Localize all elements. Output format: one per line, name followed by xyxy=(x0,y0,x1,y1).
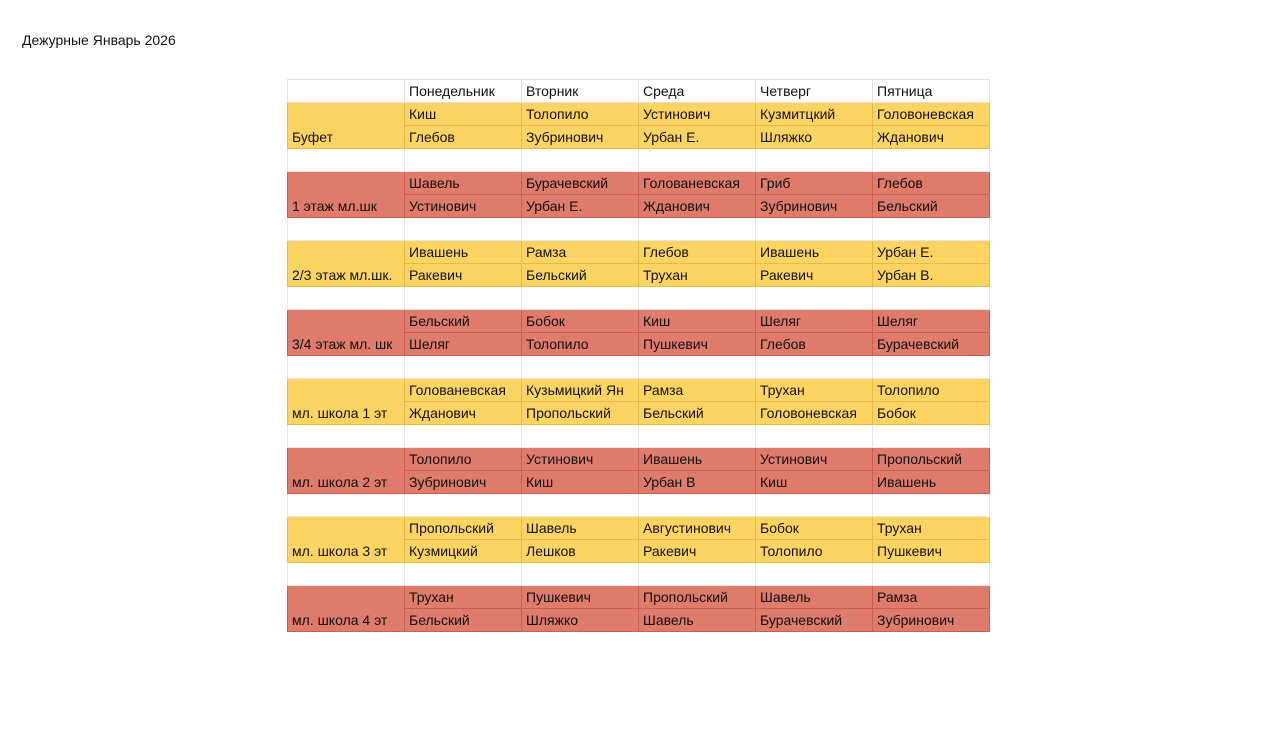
duty-name-cell[interactable]: Бурачевский xyxy=(873,333,990,356)
duty-name-cell[interactable]: Ивашень xyxy=(756,241,873,264)
duty-name-cell[interactable]: Лешков xyxy=(522,540,639,563)
duty-name-cell[interactable]: Ракевич xyxy=(756,264,873,287)
empty-cell[interactable] xyxy=(405,218,522,241)
spacer-row xyxy=(288,425,990,448)
location-label-cell[interactable]: 2/3 этаж мл.шк. xyxy=(288,241,405,287)
duty-name-cell[interactable]: Бурачевский xyxy=(522,172,639,195)
duty-name-cell[interactable]: Бельский xyxy=(522,264,639,287)
duty-name-cell[interactable]: Устинович xyxy=(756,448,873,471)
duty-name-cell[interactable]: Бельский xyxy=(639,402,756,425)
document-title: Дежурные Январь 2026 xyxy=(22,32,176,48)
duty-name-cell[interactable]: Бобок xyxy=(873,402,990,425)
duty-name-cell[interactable]: Шеляг xyxy=(756,310,873,333)
spacer-row xyxy=(288,287,990,310)
duty-row xyxy=(288,310,990,333)
empty-cell[interactable] xyxy=(873,149,990,172)
duty-name-cell[interactable]: Шляжко xyxy=(522,609,639,632)
duty-table xyxy=(287,79,990,632)
duty-name-cell[interactable]: Глебов xyxy=(405,126,522,149)
empty-cell[interactable] xyxy=(405,356,522,379)
duty-name-cell[interactable]: Ивашень xyxy=(873,471,990,494)
empty-cell[interactable] xyxy=(639,149,756,172)
empty-cell[interactable] xyxy=(522,563,639,586)
empty-cell[interactable] xyxy=(522,287,639,310)
empty-cell[interactable] xyxy=(756,287,873,310)
empty-cell[interactable] xyxy=(522,494,639,517)
duty-name-cell[interactable]: Жданович xyxy=(405,402,522,425)
duty-name-cell[interactable]: Жданович xyxy=(873,126,990,149)
duty-name-cell[interactable]: Августинович xyxy=(639,517,756,540)
empty-cell[interactable] xyxy=(288,563,405,586)
duty-name-cell[interactable]: Пушкевич xyxy=(639,333,756,356)
empty-cell[interactable] xyxy=(756,218,873,241)
empty-cell[interactable] xyxy=(288,494,405,517)
empty-cell[interactable] xyxy=(288,149,405,172)
duty-name-cell[interactable]: Шавель xyxy=(522,517,639,540)
duty-name-cell[interactable]: Пропольский xyxy=(522,402,639,425)
empty-cell[interactable] xyxy=(873,287,990,310)
duty-name-cell[interactable]: Киш xyxy=(405,103,522,126)
empty-cell[interactable] xyxy=(522,425,639,448)
empty-cell[interactable] xyxy=(288,425,405,448)
duty-name-cell[interactable]: Трухан xyxy=(756,379,873,402)
duty-name-cell[interactable]: Пропольский xyxy=(405,517,522,540)
duty-name-cell[interactable]: Рамза xyxy=(873,586,990,609)
duty-name-cell[interactable]: Пушкевич xyxy=(522,586,639,609)
duty-row xyxy=(288,103,990,126)
empty-cell[interactable] xyxy=(756,494,873,517)
duty-name-cell[interactable]: Трухан xyxy=(405,586,522,609)
duty-name-cell[interactable]: Толопило xyxy=(873,379,990,402)
duty-name-cell[interactable]: Устинович xyxy=(639,103,756,126)
duty-name-cell[interactable]: Толопило xyxy=(522,333,639,356)
location-label-cell[interactable]: мл. школа 3 эт xyxy=(288,517,405,563)
duty-name-cell[interactable]: Рамза xyxy=(639,379,756,402)
duty-name-cell[interactable]: Шеляг xyxy=(405,333,522,356)
empty-cell[interactable] xyxy=(873,218,990,241)
duty-name-cell[interactable]: Ракевич xyxy=(405,264,522,287)
day-header-cell[interactable]: Понедельник xyxy=(405,80,522,103)
spacer-row xyxy=(288,563,990,586)
duty-name-cell[interactable]: Шавель xyxy=(639,609,756,632)
location-label-cell[interactable]: 1 этаж мл.шк xyxy=(288,172,405,218)
duty-name-cell[interactable]: Шляжко xyxy=(756,126,873,149)
duty-row xyxy=(288,586,990,609)
day-header-cell[interactable]: Вторник xyxy=(522,80,639,103)
duty-name-cell[interactable]: Головоневская xyxy=(873,103,990,126)
duty-name-cell[interactable]: Толопило xyxy=(756,540,873,563)
empty-cell[interactable] xyxy=(405,149,522,172)
duty-name-cell[interactable]: Зубринович xyxy=(873,609,990,632)
empty-cell[interactable] xyxy=(405,287,522,310)
duty-name-cell[interactable]: Глебов xyxy=(639,241,756,264)
duty-name-cell[interactable]: Кузмитцкий xyxy=(756,103,873,126)
location-label-cell[interactable]: мл. школа 1 эт xyxy=(288,379,405,425)
duty-name-cell[interactable]: Головоневская xyxy=(756,402,873,425)
duty-name-cell[interactable]: Пропольский xyxy=(873,448,990,471)
duty-name-cell[interactable]: Глебов xyxy=(873,172,990,195)
duty-name-cell[interactable]: Ивашень xyxy=(639,448,756,471)
duty-name-cell[interactable]: Голованевская xyxy=(639,172,756,195)
duty-name-cell[interactable]: Трухан xyxy=(639,264,756,287)
header-corner-cell[interactable] xyxy=(288,80,405,103)
header-row xyxy=(288,80,990,103)
location-label-cell[interactable]: 3/4 этаж мл. шк xyxy=(288,310,405,356)
duty-name-cell[interactable]: Толопило xyxy=(522,103,639,126)
duty-name-cell[interactable]: Бельский xyxy=(405,310,522,333)
empty-cell[interactable] xyxy=(639,563,756,586)
duty-name-cell[interactable]: Зубринович xyxy=(522,126,639,149)
spacer-row xyxy=(288,494,990,517)
duty-row xyxy=(288,448,990,471)
location-label-cell[interactable]: мл. школа 2 эт xyxy=(288,448,405,494)
spacer-row xyxy=(288,218,990,241)
empty-cell[interactable] xyxy=(756,149,873,172)
empty-cell[interactable] xyxy=(288,356,405,379)
day-header-cell[interactable]: Среда xyxy=(639,80,756,103)
duty-row xyxy=(288,172,990,195)
duty-table-body xyxy=(288,80,990,632)
duty-name-cell[interactable]: Кузьмицкий Ян xyxy=(522,379,639,402)
duty-row xyxy=(288,241,990,264)
duty-name-cell[interactable]: Бобок xyxy=(756,517,873,540)
empty-cell[interactable] xyxy=(639,218,756,241)
duty-name-cell[interactable]: Зубринович xyxy=(405,471,522,494)
duty-row xyxy=(288,517,990,540)
duty-name-cell[interactable]: Зубринович xyxy=(756,195,873,218)
duty-name-cell[interactable]: Урбан В xyxy=(639,471,756,494)
duty-name-cell[interactable]: Толопило xyxy=(405,448,522,471)
empty-cell[interactable] xyxy=(288,287,405,310)
empty-cell[interactable] xyxy=(639,425,756,448)
duty-name-cell[interactable]: Рамза xyxy=(522,241,639,264)
empty-cell[interactable] xyxy=(405,563,522,586)
duty-name-cell[interactable]: Бельский xyxy=(405,609,522,632)
duty-name-cell[interactable]: Урбан Е. xyxy=(639,126,756,149)
duty-name-cell[interactable]: Гриб xyxy=(756,172,873,195)
duty-name-cell[interactable]: Устинович xyxy=(522,448,639,471)
empty-cell[interactable] xyxy=(756,563,873,586)
empty-cell[interactable] xyxy=(522,356,639,379)
empty-cell[interactable] xyxy=(522,149,639,172)
duty-name-cell[interactable]: Бобок xyxy=(522,310,639,333)
empty-cell[interactable] xyxy=(405,494,522,517)
empty-cell[interactable] xyxy=(405,425,522,448)
duty-name-cell[interactable]: Трухан xyxy=(873,517,990,540)
duty-name-cell[interactable]: Шеляг xyxy=(873,310,990,333)
empty-cell[interactable] xyxy=(639,287,756,310)
duty-name-cell[interactable]: Пропольский xyxy=(639,586,756,609)
duty-name-cell[interactable]: Пушкевич xyxy=(873,540,990,563)
empty-cell[interactable] xyxy=(756,425,873,448)
empty-cell[interactable] xyxy=(756,356,873,379)
empty-cell[interactable] xyxy=(873,494,990,517)
spacer-row xyxy=(288,149,990,172)
duty-name-cell[interactable]: Ракевич xyxy=(639,540,756,563)
spacer-row xyxy=(288,356,990,379)
empty-cell[interactable] xyxy=(522,218,639,241)
duty-name-cell[interactable]: Киш xyxy=(756,471,873,494)
empty-cell[interactable] xyxy=(873,425,990,448)
duty-name-cell[interactable]: Ивашень xyxy=(405,241,522,264)
duty-name-cell[interactable]: Шавель xyxy=(405,172,522,195)
duty-name-cell[interactable]: Урбан Е. xyxy=(873,241,990,264)
location-label-cell[interactable]: Буфет xyxy=(288,103,405,149)
duty-name-cell[interactable]: Киш xyxy=(639,310,756,333)
duty-name-cell[interactable]: Кузмицкий xyxy=(405,540,522,563)
duty-name-cell[interactable]: Бурачевский xyxy=(756,609,873,632)
duty-name-cell[interactable]: Шавель xyxy=(756,586,873,609)
location-label-cell[interactable]: мл. школа 4 эт xyxy=(288,586,405,632)
empty-cell[interactable] xyxy=(639,356,756,379)
duty-name-cell[interactable]: Урбан Е. xyxy=(522,195,639,218)
empty-cell[interactable] xyxy=(873,356,990,379)
duty-name-cell[interactable]: Бельский xyxy=(873,195,990,218)
duty-name-cell[interactable]: Урбан В. xyxy=(873,264,990,287)
duty-name-cell[interactable]: Устинович xyxy=(405,195,522,218)
duty-row xyxy=(288,379,990,402)
empty-cell[interactable] xyxy=(639,494,756,517)
duty-name-cell[interactable]: Жданович xyxy=(639,195,756,218)
day-header-cell[interactable]: Пятница xyxy=(873,80,990,103)
day-header-cell[interactable]: Четверг xyxy=(756,80,873,103)
duty-name-cell[interactable]: Глебов xyxy=(756,333,873,356)
duty-name-cell[interactable]: Голованевская xyxy=(405,379,522,402)
duty-name-cell[interactable]: Киш xyxy=(522,471,639,494)
empty-cell[interactable] xyxy=(288,218,405,241)
empty-cell[interactable] xyxy=(873,563,990,586)
